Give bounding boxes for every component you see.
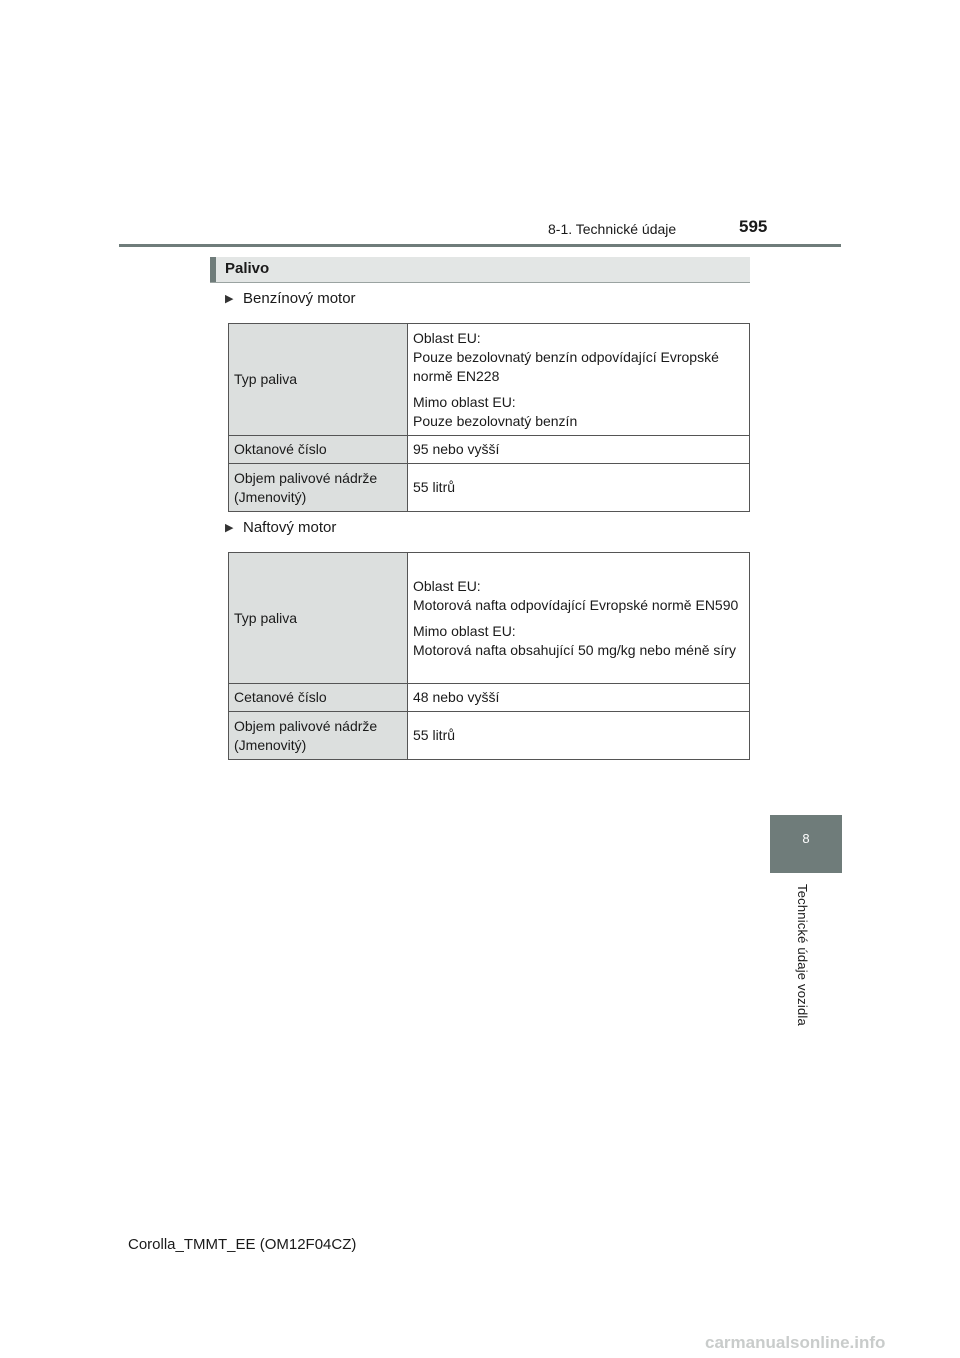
page-number: 595 xyxy=(739,217,768,236)
value-line: Oblast EU: xyxy=(413,329,481,346)
table-row xyxy=(229,324,750,436)
triangle-right-icon: ▶ xyxy=(225,293,234,305)
table-label-cell: Cetanové číslo xyxy=(229,684,408,712)
section-title: Palivo xyxy=(225,260,270,277)
value-line: Oblast EU: xyxy=(413,577,481,594)
table-value-cell: 95 nebo vyšší xyxy=(408,436,750,464)
value-line: Motorová nafta obsahující 50 mg/kg nebo méně síry xyxy=(413,641,736,658)
table-label-cell: Oktanové číslo xyxy=(229,436,408,464)
table-row xyxy=(229,464,750,512)
header-section-title: 8-1. Technické údaje xyxy=(548,221,677,237)
diesel-heading-text: Naftový motor xyxy=(243,519,337,536)
triangle-right-icon: ▶ xyxy=(225,522,234,534)
petrol-heading xyxy=(225,290,356,307)
table-value-cell: 55 litrů xyxy=(408,464,750,512)
watermark: carmanualsonline.info xyxy=(705,1333,886,1352)
manual-id-footer: Corolla_TMMT_EE (OM12F04CZ) xyxy=(128,1236,357,1253)
table-value-cell: 55 litrů xyxy=(408,712,750,760)
section-accent xyxy=(210,257,216,282)
value-line: Pouze bezolovnatý benzín odpovídající Evropské normě EN228 xyxy=(413,348,719,384)
header-divider xyxy=(119,244,841,247)
table-row xyxy=(229,436,750,464)
diesel-heading xyxy=(225,519,336,536)
table-label-cell: Typ paliva xyxy=(229,324,408,436)
value-line: Mimo oblast EU: xyxy=(413,622,516,639)
table-value-cell xyxy=(408,324,750,436)
table-label-cell: Typ paliva xyxy=(229,553,408,684)
petrol-heading-text: Benzínový motor xyxy=(243,290,356,307)
chapter-label: Technické údaje vozidla xyxy=(795,884,810,1026)
table-value-cell: 48 nebo vyšší xyxy=(408,684,750,712)
table-value-cell xyxy=(408,553,750,684)
value-line: Motorová nafta odpovídající Evropské normě EN590 xyxy=(413,596,739,613)
value-line: Mimo oblast EU: xyxy=(413,393,516,410)
value-line: Pouze bezolovnatý benzín xyxy=(413,412,578,429)
table-label-cell: Objem palivové nádrže (Jmenovitý) xyxy=(229,464,408,512)
diesel-spec-table xyxy=(228,552,750,760)
chapter-tab[interactable] xyxy=(770,815,842,873)
table-label-cell: Objem palivové nádrže (Jmenovitý) xyxy=(229,712,408,760)
chapter-number: 8 xyxy=(802,831,810,846)
table-row xyxy=(229,684,750,712)
section-heading-bar xyxy=(210,257,750,283)
table-row xyxy=(229,712,750,760)
petrol-spec-table xyxy=(228,323,750,512)
table-row xyxy=(229,553,750,684)
